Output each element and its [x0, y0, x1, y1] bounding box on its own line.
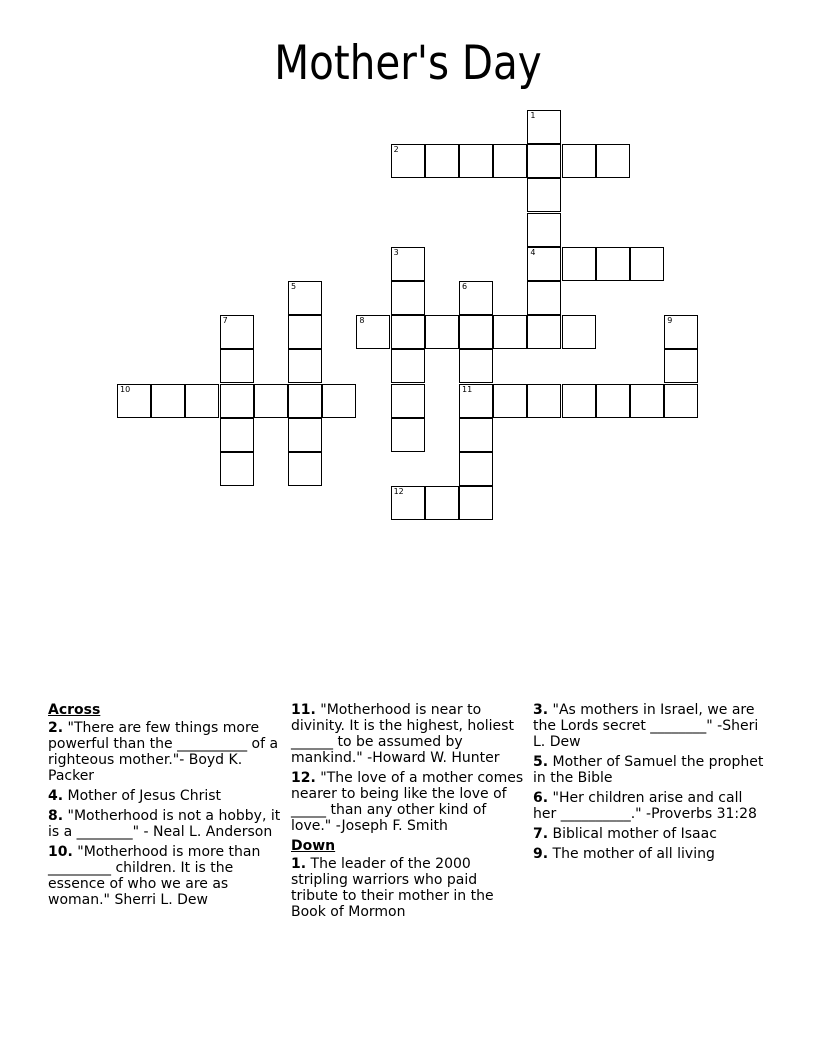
grid-cell[interactable]: [117, 384, 151, 418]
grid-cell[interactable]: [562, 384, 596, 418]
grid-cell[interactable]: [459, 384, 493, 418]
cell-number: 12: [393, 487, 404, 497]
cell-number: 10: [120, 384, 131, 394]
clue-number: 12.: [291, 770, 316, 786]
grid-cell[interactable]: [493, 144, 527, 178]
clue-text: "The love of a mother comes nearer to being like the love of _____ than any other kind of love." -Joseph F. Smith: [291, 770, 524, 834]
clue-text: Mother of Samuel the prophet in the Bible: [533, 754, 764, 786]
clue-number: 8.: [48, 808, 64, 824]
across-clue-list-2: [291, 702, 527, 834]
clue-number: 5.: [533, 754, 549, 770]
grid-cell[interactable]: [391, 144, 425, 178]
grid-cell[interactable]: [220, 384, 254, 418]
across-clue: [291, 702, 527, 766]
clue-text: "Motherhood is more than _________ children. It is the essence of who we are as woman." Sherri L. Dew: [48, 844, 261, 908]
grid-cell[interactable]: [220, 349, 254, 383]
cell-number: 7: [222, 316, 228, 326]
across-clue: [48, 720, 284, 784]
grid-cell[interactable]: [630, 247, 664, 281]
clue-number: 6.: [533, 790, 549, 806]
clue-number: 10.: [48, 844, 73, 860]
down-heading: Down: [291, 838, 336, 854]
grid-cell[interactable]: [493, 384, 527, 418]
down-clue: [291, 856, 527, 920]
grid-cell[interactable]: [527, 213, 561, 247]
grid-cell[interactable]: [288, 452, 322, 486]
clue-text: "There are few things more powerful than the __________ of a righteous mother."- Boyd K. Packer: [48, 720, 279, 784]
grid-cell[interactable]: [425, 486, 459, 520]
grid-cell[interactable]: [288, 315, 322, 349]
down-clue: [533, 846, 769, 862]
clue-text: The mother of all living: [548, 846, 715, 862]
grid-cell[interactable]: [664, 349, 698, 383]
clue-number: 11.: [291, 702, 316, 718]
grid-cell[interactable]: [185, 384, 219, 418]
grid-cell[interactable]: [664, 384, 698, 418]
clue-text: "Her children arise and call her __________." -Proverbs 31:28: [533, 790, 757, 822]
grid-cell[interactable]: [459, 418, 493, 452]
grid-cell[interactable]: [527, 247, 561, 281]
grid-cell[interactable]: [493, 315, 527, 349]
across-clue: [291, 770, 527, 834]
across-clue-list-1: [48, 720, 284, 908]
grid-cell[interactable]: [527, 384, 561, 418]
grid-cell[interactable]: [527, 315, 561, 349]
down-clue: [533, 754, 769, 786]
clue-column-3: [533, 702, 769, 866]
cell-number: 5: [291, 282, 297, 291]
across-heading: Across: [48, 702, 101, 718]
cell-number: 8: [359, 316, 365, 326]
down-clue-list-1: [291, 856, 527, 920]
clue-number: 2.: [48, 720, 64, 736]
grid-cell[interactable]: [391, 281, 425, 315]
clue-text: "Motherhood is not a hobby, it is a ________" - Neal L. Anderson: [48, 808, 281, 840]
clue-text: The leader of the 2000 stripling warriors who paid tribute to their mother in the Book of Mormon: [291, 856, 494, 920]
grid-cell[interactable]: [220, 452, 254, 486]
across-clue: [48, 788, 284, 804]
grid-cell[interactable]: [356, 315, 390, 349]
grid-cell[interactable]: [391, 418, 425, 452]
across-clue: [48, 844, 284, 908]
grid-cell[interactable]: [596, 384, 630, 418]
grid-cell[interactable]: [664, 315, 698, 349]
grid-cell[interactable]: [391, 315, 425, 349]
grid-cell[interactable]: [596, 247, 630, 281]
grid-cell[interactable]: [630, 384, 664, 418]
grid-cell[interactable]: [391, 247, 425, 281]
grid-cell[interactable]: [459, 349, 493, 383]
grid-cell[interactable]: [562, 144, 596, 178]
clue-number: 7.: [533, 826, 549, 842]
down-clue-list-2: [533, 702, 769, 862]
grid-cell[interactable]: [527, 110, 561, 144]
cell-number: 11: [462, 384, 473, 394]
grid-cell[interactable]: [288, 281, 322, 315]
grid-cell[interactable]: [527, 178, 561, 212]
clue-column-1: [48, 702, 284, 912]
puzzle-title: Mother's Day: [274, 36, 542, 91]
down-clue: [533, 826, 769, 842]
grid-cell[interactable]: [220, 418, 254, 452]
cell-number: 1: [530, 111, 536, 120]
down-clue: [533, 702, 769, 750]
grid-cell[interactable]: [220, 315, 254, 349]
cell-number: 9: [667, 316, 673, 326]
grid-cell[interactable]: [288, 384, 322, 418]
grid-cell[interactable]: [425, 315, 459, 349]
clue-column-2: [291, 702, 527, 924]
clue-number: 9.: [533, 846, 549, 862]
cell-number: 3: [393, 247, 399, 257]
down-clue: [533, 790, 769, 822]
grid-cell[interactable]: [459, 486, 493, 520]
grid-cell[interactable]: [254, 384, 288, 418]
grid-cell[interactable]: [562, 247, 596, 281]
grid-cell[interactable]: [288, 418, 322, 452]
grid-cell[interactable]: [288, 349, 322, 383]
clue-text: Biblical mother of Isaac: [548, 826, 717, 842]
clue-text: "As mothers in Israel, we are the Lords secret ________" -Sheri L. Dew: [533, 702, 759, 750]
clue-number: 4.: [48, 788, 64, 804]
clue-text: Mother of Jesus Christ: [63, 788, 222, 804]
grid-cell[interactable]: [322, 384, 356, 418]
grid-cell[interactable]: [151, 384, 185, 418]
grid-cell[interactable]: [391, 384, 425, 418]
cell-number: 6: [462, 282, 468, 291]
grid-cell[interactable]: [459, 281, 493, 315]
cell-number: 4: [530, 247, 536, 257]
grid-cell[interactable]: [459, 452, 493, 486]
grid-cell[interactable]: [459, 144, 493, 178]
clue-text: "Motherhood is near to divinity. It is the highest, holiest ______ to be assumed by mankind." -Howard W. Hunter: [291, 702, 514, 766]
cell-number: 2: [393, 145, 399, 155]
grid-cell[interactable]: [562, 315, 596, 349]
clue-number: 3.: [533, 702, 549, 718]
grid-cell[interactable]: [596, 144, 630, 178]
grid-cell[interactable]: [391, 349, 425, 383]
grid-cell[interactable]: [391, 486, 425, 520]
grid-cell[interactable]: [425, 144, 459, 178]
across-clue: [48, 808, 284, 840]
grid-cell[interactable]: [459, 315, 493, 349]
grid-cell[interactable]: [527, 144, 561, 178]
clue-number: 1.: [291, 856, 307, 872]
grid-cell[interactable]: [527, 281, 561, 315]
